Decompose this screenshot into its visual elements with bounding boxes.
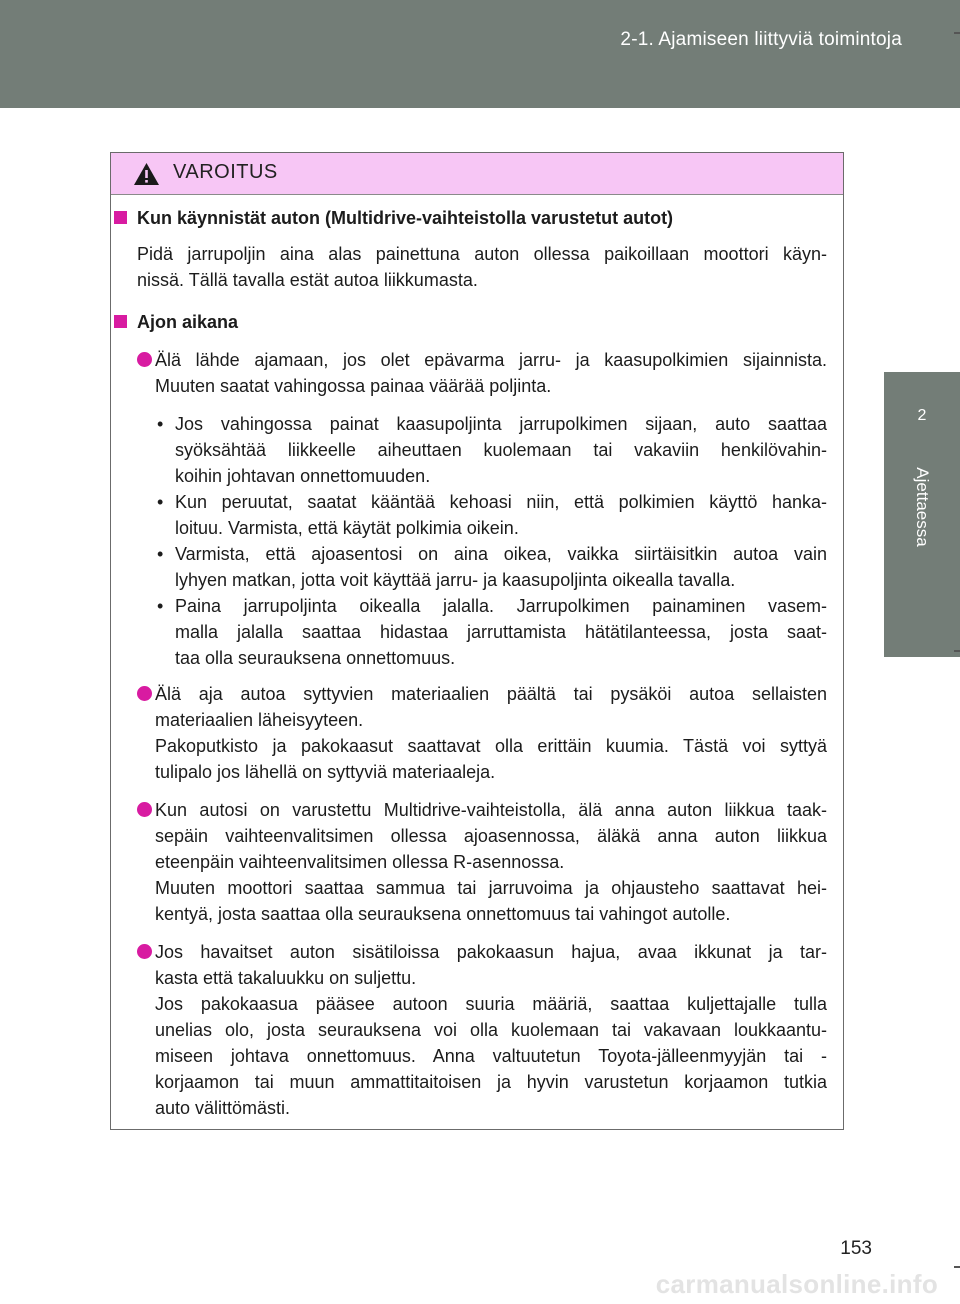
dash-line: malla jalalla saattaa hidastaa jarruttamista hätätilanteessa, josta saat- (175, 622, 827, 642)
section-start (111, 205, 827, 293)
dash-line: Jos vahingossa painat kaasupoljinta jarrupolkimen sijaan, auto saattaa (175, 414, 827, 434)
section-heading (137, 309, 827, 335)
bullet-line: materiaalien läheisyyteen. (155, 710, 364, 730)
section-heading (137, 205, 827, 231)
bullet-line: Muuten moottori saattaa sammua tai jarruvoima ja ohjausteho saattavat hei- (155, 878, 827, 898)
watermark-url: carmanualsonline.info (655, 1269, 938, 1299)
bullet-item (137, 681, 827, 785)
warning-triangle-icon (133, 162, 160, 186)
warning-box (110, 152, 844, 1130)
paragraph-line: nissä. Tällä tavalla estät autoa liikkumasta. (137, 270, 478, 290)
bullet-line: unelias olo, josta seurauksena voi olla kuolemaan tai vakavaan loukkaantu- (155, 1020, 827, 1040)
round-bullet-icon (137, 352, 152, 367)
chapter-label: Ajettaessa (913, 467, 932, 547)
bullet-line: eteenpäin vaihteenvalitsimen ollessa R-asennossa. (155, 852, 565, 872)
dash-line: loituu. Varmista, että käytät polkimia oikein. (175, 518, 519, 538)
dash-item: • Jos vahingossa painat kaasupoljinta jarrupolkimen sijaan, auto saattaa syöksähtää liikkeelle aiheuttaen kuolemaan tai vakaviin henkilövahin- koihin johtavan onnettomuuden. (157, 411, 827, 489)
bullet-line: sepäin vaihteenvalitsimen ollessa ajoasennossa, äläkä anna auton liikkua (155, 826, 827, 846)
warning-title: VAROITUS (173, 161, 278, 183)
bullet-line: tulipalo jos lähellä on syttyviä materiaaleja. (155, 762, 496, 782)
bullet-line: Älä aja autoa syttyvien materiaalien päältä tai pysäköi autoa sellaisten (155, 684, 827, 704)
round-bullet-icon (137, 802, 152, 817)
dash-item: • Kun peruutat, saatat kääntää kehoasi niin, että polkimien käyttö hanka- loituu. Varmista, että käytät polkimia oikein. (157, 489, 827, 541)
dash-line: Kun peruutat, saatat kääntää kehoasi niin, että polkimien käyttö hanka- (175, 492, 827, 512)
bullet-line: Muuten saatat vahingossa painaa väärää poljinta. (155, 376, 552, 396)
dash-line: Varmista, että ajoasentosi on aina oikea, vaikka siirtäisitkin autoa vain (175, 544, 827, 564)
bullet-line: Älä lähde ajamaan, jos olet epävarma jarru- ja kaasupolkimien sijainnista. (155, 350, 827, 370)
dash-item: • Paina jarrupoljinta oikealla jalalla. Jarrupolkimen painaminen vasem- malla jalalla saattaa hidastaa jarruttamista hätätilanteessa, josta saat- taa olla seurauksena onnettomuus. (157, 593, 827, 671)
dash-line: koihin johtavan onnettomuuden. (175, 466, 431, 486)
bullet-line: kentyä, josta saattaa olla seurauksena onnettomuus tai vahingot autolle. (155, 904, 731, 924)
trim-mark (954, 650, 960, 652)
dash-item: • Varmista, että ajoasentosi on aina oikea, vaikka siirtäisitkin autoa vain lyhyen matkan, jotta voit käyttää jarru- ja kaasupoljinta oikealla tavalla. (157, 541, 827, 593)
warning-header (111, 153, 843, 195)
top-header-bar (0, 0, 960, 108)
section-title: 2-1. Ajamiseen liittyviä toimintoja (620, 29, 902, 50)
paragraph-line: Pidä jarrupoljin aina alas painettuna auton ollessa paikoillaan moottori käyn- (137, 244, 827, 264)
section-heading-text: Ajon aikana (137, 312, 239, 332)
section-heading-text: Kun käynnistät auton (Multidrive-vaihteistolla varustetut autot) (137, 208, 674, 228)
bullet-item (137, 939, 827, 1121)
round-bullet-icon (137, 944, 152, 959)
chapter-side-tab (884, 372, 960, 657)
chapter-number: 2 (917, 407, 927, 424)
square-bullet-icon (114, 211, 127, 224)
bullet-line: miseen johtava onnettomuus. Anna valtuutetun Toyota-jälleenmyyjän tai - (155, 1046, 827, 1066)
section-driving (111, 309, 827, 1121)
round-bullet-icon (137, 686, 152, 701)
warning-content (111, 205, 843, 1121)
bullet-line: korjaamon tai muun ammattitaitoisen ja hyvin varustetun korjaamon tutkia (155, 1072, 827, 1092)
bullet-item (137, 797, 827, 927)
bullet-line: Jos pakokaasua pääsee autoon suuria määriä, saattaa kuljettajalle tulla (155, 994, 827, 1014)
trim-mark (954, 32, 960, 34)
dash-list (157, 411, 827, 671)
trim-mark (954, 1266, 960, 1268)
square-bullet-icon (114, 315, 127, 328)
bullet-line: auto välittömästi. (155, 1098, 291, 1118)
page-number: 153 (840, 1238, 872, 1259)
dash-line: taa olla seurauksena onnettomuus. (175, 648, 456, 668)
bullet-line: Pakoputkisto ja pakokaasut saattavat olla erittäin kuumia. Tästä voi syttyä (155, 736, 827, 756)
bullet-item (137, 347, 827, 671)
bullet-line: kasta että takaluukku on suljettu. (155, 968, 417, 988)
dash-line: lyhyen matkan, jotta voit käyttää jarru- ja kaasupoljinta oikealla tavalla. (175, 570, 736, 590)
dash-line: syöksähtää liikkeelle aiheuttaen kuolemaan tai vakaviin henkilövahin- (175, 440, 827, 460)
bullet-line: Jos havaitset auton sisätiloissa pakokaasun hajua, avaa ikkunat ja tar- (155, 942, 827, 962)
dash-line: Paina jarrupoljinta oikealla jalalla. Jarrupolkimen painaminen vasem- (175, 596, 827, 616)
bullet-line: Kun autosi on varustettu Multidrive-vaihteistolla, älä anna auton liikkua taak- (155, 800, 827, 820)
